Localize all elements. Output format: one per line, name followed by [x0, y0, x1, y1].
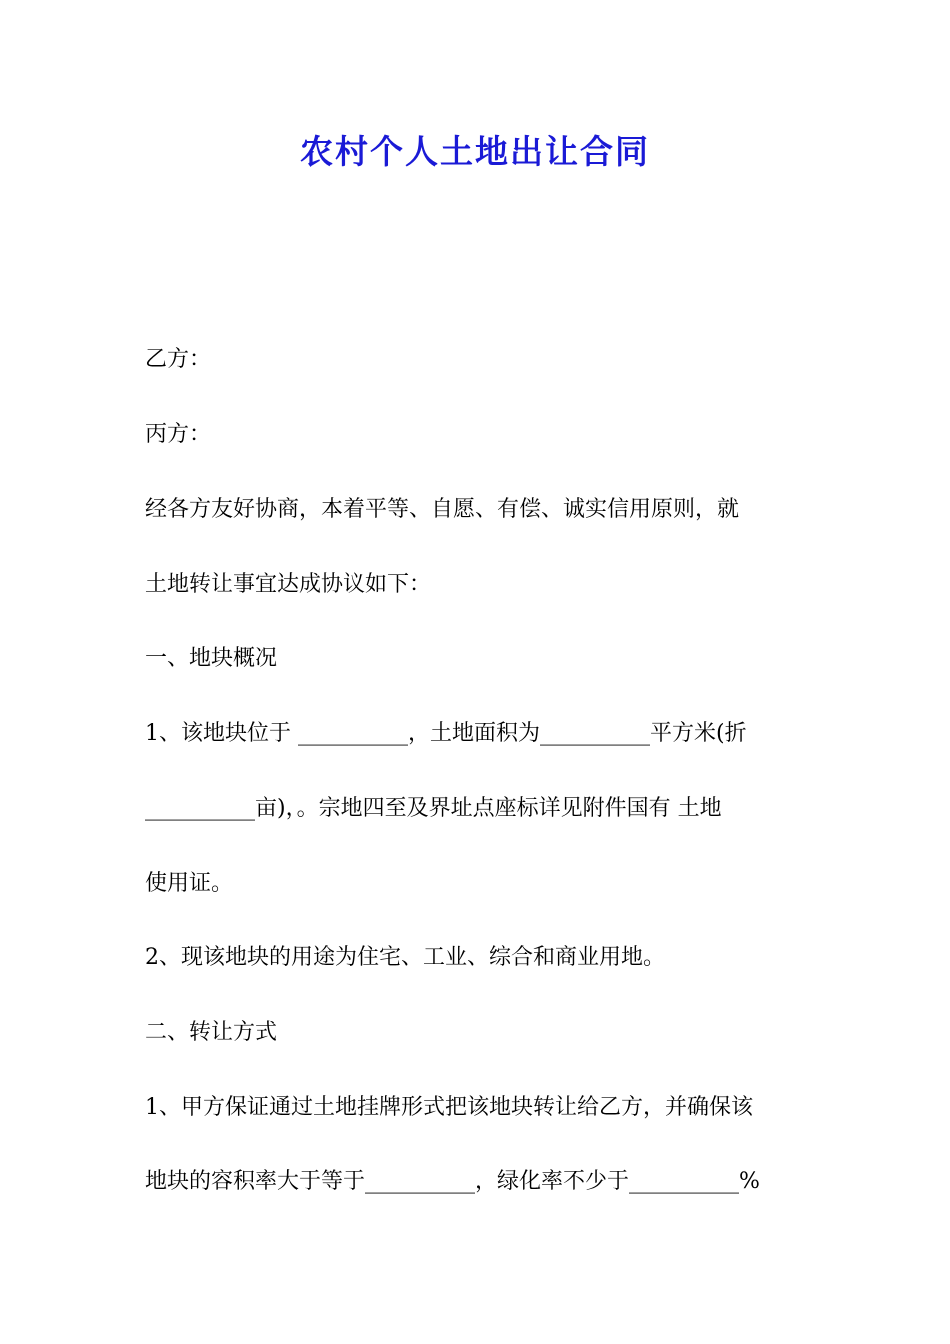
clause-2-1-line-1: 1、甲方保证通过土地挂牌形式把该地块转让给乙方，并确保该 — [145, 1095, 753, 1120]
document-title: 农村个人土地出让合同 — [300, 132, 650, 171]
clause-1-1-line-1: 1、该地块位于 __________，土地面积为__________平方米(折 — [145, 721, 747, 746]
party-b-line: 乙方： — [145, 347, 212, 372]
party-c-line: 丙方： — [145, 422, 212, 447]
clause-1-2-line: 2、现该地块的用途为住宅、工业、综合和商业用地。 — [145, 945, 665, 970]
preamble-line-2: 土地转让事宜达成协议如下： — [145, 572, 432, 597]
clause-2-1-line-2: 地块的容积率大于等于__________，绿化率不少于__________% — [145, 1169, 760, 1194]
section-2-heading: 二、转让方式 — [145, 1020, 278, 1045]
clause-1-1-line-2: __________亩)，。宗地四至及界址点座标详见附件国有 土地 — [145, 796, 722, 821]
section-1-heading: 一、地块概况 — [145, 646, 278, 671]
clause-1-1-line-3: 使用证。 — [145, 871, 234, 896]
preamble-line-1: 经各方友好协商，本着平等、自愿、有偿、诚实信用原则，就 — [145, 497, 740, 522]
